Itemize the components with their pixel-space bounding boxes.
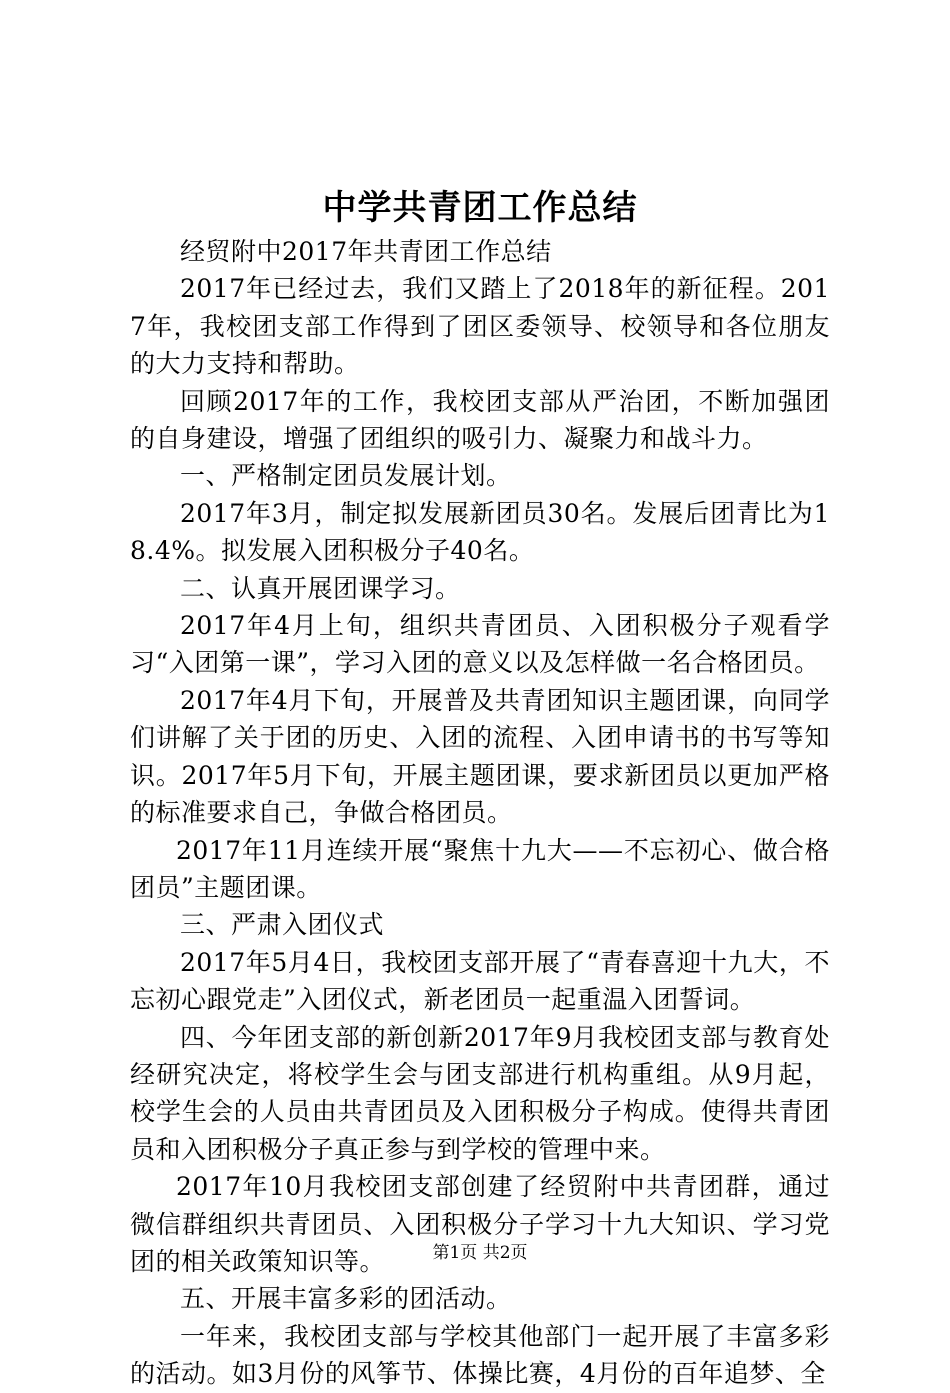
section-heading: 二、认真开展团课学习。 bbox=[180, 573, 461, 603]
section-heading: 三、严肃入团仪式 bbox=[180, 910, 385, 940]
paragraph: 2017年5月4日，我校团支部开展了“青春喜迎十九大，不忘初心跟党走”入团仪式，新老团员一起重温入团誓词。 bbox=[130, 947, 830, 1015]
document-title: 中学共青团工作总结 bbox=[322, 188, 638, 228]
section-heading: 五、开展丰富多彩的团活动。 bbox=[180, 1284, 512, 1314]
paragraph: 2017年4月上旬，组织共青团员、入团积极分子观看学习“入团第一课”，学习入团的意义以及怎样做一名合格团员。 bbox=[130, 611, 830, 678]
paragraph: 四、今年团支部的新创新2017年9月我校团支部与教育处经研究决定，将校学生会与团支部进行机构重组。从9月起，校学生会的人员由共青团员及入团积极分子构成。使得共青团员和入团积极分子真正参与到学校的管理中来。 bbox=[130, 1022, 830, 1164]
paragraph: 一年来，我校团支部与学校其他部门一起开展了丰富多彩的活动。如3月份的风筝节、体操比赛，4月份的百年追梦、全 bbox=[130, 1321, 830, 1389]
paragraph: 2017年已经过去，我们又踏上了2018年的新征程。2017年，我校团支部工作得到了团区委领导、校领导和各位朋友的大力支持和帮助。 bbox=[130, 274, 830, 379]
page-footer: 第1页 共2页 bbox=[432, 1243, 528, 1263]
paragraph: 2017年10月我校团支部创建了经贸附中共青团群，通过微信群组织共青团员、入团积极分子学习十九大知识、学习党团的相关政策知识等。 bbox=[130, 1172, 830, 1276]
paragraph: 2017年4月下旬，开展普及共青团知识主题团课，向同学们讲解了关于团的历史、入团的流程、入团申请书的书写等知识。2017年5月下旬，开展主题团课，要求新团员以更加严格的标准要求自己，争做合格团员。 bbox=[130, 685, 830, 828]
paragraph: 2017年11月连续开展“聚焦十九大——不忘初心、做合格团员”主题团课。 bbox=[130, 835, 830, 902]
paragraph: 回顾2017年的工作，我校团支部从严治团，不断加强团的自身建设，增强了团组织的吸引力、凝聚力和战斗力。 bbox=[130, 386, 830, 454]
section-heading: 一、严格制定团员发展计划。 bbox=[180, 461, 512, 491]
paragraph-subtitle: 经贸附中2017年共青团工作总结 bbox=[180, 237, 552, 266]
document-body bbox=[130, 233, 830, 1393]
paragraph: 2017年3月，制定拟发展新团员30名。发展后团青比为18.4%。拟发展入团积极分子40名。 bbox=[130, 498, 830, 566]
